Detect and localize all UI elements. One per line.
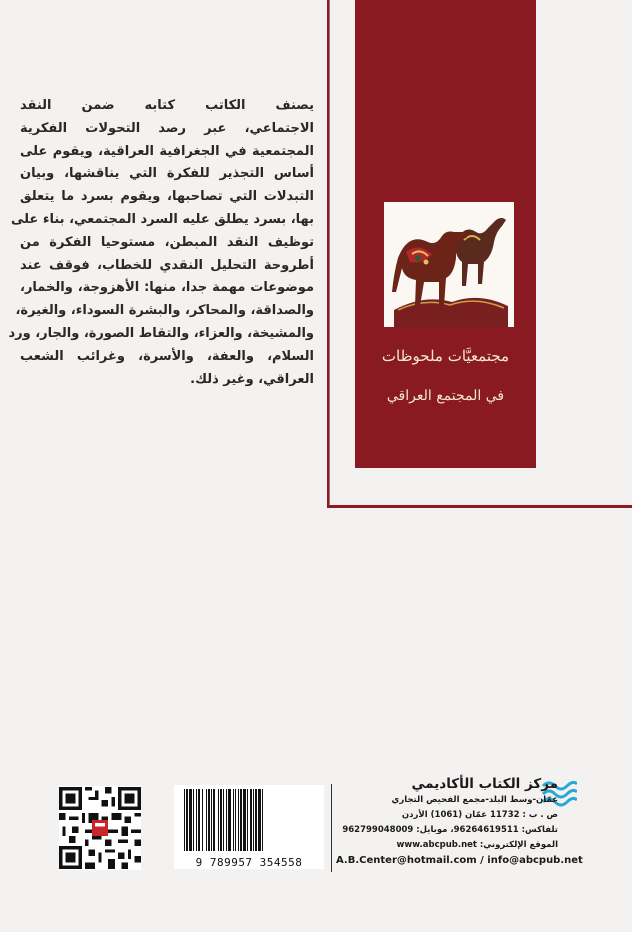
publisher-emails[interactable]: A.B.Center@hotmail.com / info@abcpub.net	[336, 855, 583, 866]
publisher-pobox: ص . ب : 11732 عمّان (1061) الأردن	[401, 810, 558, 820]
back-cover-blurb	[8, 95, 314, 391]
blurb-line: أساس التجذير للفكرة التي يناقشها، وبيان	[20, 166, 314, 182]
blurb-line: يصنف الكاتب كتابه ضمن النقد	[20, 98, 314, 113]
publisher-phones: تلفاكس: 96264619511، موبايل: 962799048009	[342, 825, 558, 835]
blurb-line: العراقي، وغير ذلك.	[190, 371, 314, 387]
publisher-name: مركز الكتاب الأكاديمي	[411, 776, 558, 792]
cover-title	[355, 345, 536, 407]
publisher-info	[336, 775, 583, 868]
blurb-line: توظيف النقد المبطن، مستوحيا الفكرة من	[20, 234, 314, 250]
barcode-label-box	[174, 785, 324, 869]
blurb-line: الاجتماعي، عبر رصد التحولات الفكرية	[20, 120, 314, 136]
publisher-divider	[331, 784, 332, 872]
qr-code	[59, 786, 141, 870]
cover-title-line2: في المجتمع العراقي	[386, 388, 505, 404]
blurb-line: والصداقة، والمحاكر، والبشرة السوداء، والغيرة،	[15, 303, 314, 319]
blurb-line: أطروحة التحليل النقدي للخطاب، فوقف عند	[20, 257, 314, 273]
blurb-line: السلام، والعفة، والأسرة، وغرائب الشعب	[20, 348, 314, 364]
publisher-website[interactable]: الموقع الإلكتروني: www.abcpub.net	[396, 840, 558, 850]
blurb-line: التبدلات التي تصاحبها، ويقوم بسرد ما يتعلق	[20, 189, 314, 205]
blurb-line: بها، بسرد يطلق عليه السرد المجتمعي، بناء على	[10, 211, 314, 227]
blurb-line: موضوعات مهمة جدا، منها: الأهزوجة، والخمار،	[20, 280, 314, 296]
isbn-number: 9 789957 354558	[195, 856, 303, 869]
cover-title-line1: مجتمعيَّات ملحوظات	[381, 347, 510, 365]
frame-horizontal-line	[327, 505, 632, 508]
camel-illustration	[384, 202, 514, 327]
publisher-address: عمّان-وسط البلد-مجمع الفحيص التجاري	[391, 795, 558, 805]
frame-vertical-highlight	[329, 0, 330, 508]
blurb-line: والمشيخة، والعزاء، والتقاط الصورة، والجار، ورد	[8, 325, 314, 341]
blurb-line: المجتمعية في الجغرافية العراقية، ويقوم على	[20, 143, 314, 159]
